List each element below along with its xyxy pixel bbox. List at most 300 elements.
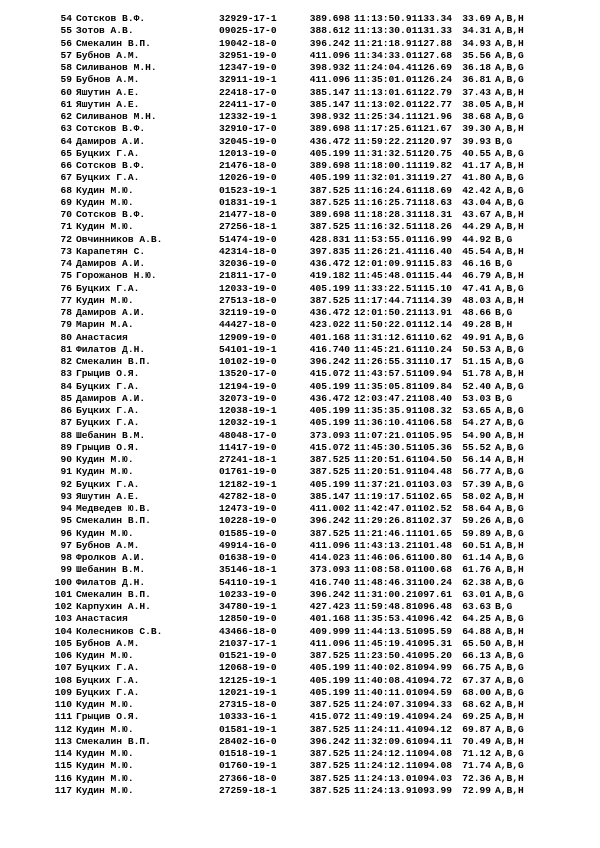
name-cell: Карапетян С. xyxy=(76,245,146,257)
rank-cell: 110 xyxy=(54,699,72,710)
speed-cell: 1118.31 xyxy=(411,209,452,220)
ring-id-cell: 09025-17-0 xyxy=(219,25,277,37)
coefficient-cell: 59.26 xyxy=(462,515,491,527)
coefficient-cell: 67.37 xyxy=(462,674,491,686)
distance-cell: 387.525 xyxy=(309,294,350,306)
distance-cell: 388.612 xyxy=(309,25,350,37)
groups-cell: B,G xyxy=(495,307,513,318)
table-row xyxy=(44,368,574,380)
speed-cell: 1127.88 xyxy=(411,37,452,49)
groups-cell: A,B,H xyxy=(495,86,524,98)
coefficient-cell: 52.40 xyxy=(462,380,491,392)
arrival-time-cell: 11:20:51.6 xyxy=(354,454,412,465)
distance-cell: 401.168 xyxy=(309,613,350,625)
name-cell: Колесников С.В. xyxy=(76,625,163,637)
rank-cell: 78 xyxy=(60,307,72,318)
distance-cell: 405.199 xyxy=(309,478,350,490)
name-cell: Шебанин В.М. xyxy=(76,564,146,576)
rank-cell: 89 xyxy=(60,441,72,453)
speed-cell: 1094.08 xyxy=(411,760,452,772)
speed-cell: 1104.50 xyxy=(411,454,452,465)
groups-cell: A,B,G xyxy=(495,674,524,686)
results-table xyxy=(44,13,574,797)
distance-cell: 416.740 xyxy=(309,576,350,588)
groups-cell: B,G xyxy=(495,233,513,245)
groups-cell: A,B,G xyxy=(495,417,524,429)
name-cell: Буцких Г.А. xyxy=(76,380,140,392)
name-cell: Кудин М.Ю. xyxy=(76,748,134,759)
arrival-time-cell: 11:24:12.1 xyxy=(354,748,412,759)
speed-cell: 1122.79 xyxy=(411,86,452,98)
name-cell: Смекалин В.П. xyxy=(76,37,151,49)
arrival-time-cell: 11:23:50.4 xyxy=(354,650,412,661)
ring-id-cell: 12125-19-1 xyxy=(219,674,277,686)
coefficient-cell: 34.31 xyxy=(462,25,491,37)
speed-cell: 1094.24 xyxy=(411,711,452,723)
coefficient-cell: 72.99 xyxy=(462,784,491,796)
name-cell: Буцких Г.А. xyxy=(76,417,140,429)
speed-cell: 1096.48 xyxy=(411,601,452,612)
arrival-time-cell: 11:21:18.9 xyxy=(354,37,412,49)
table-row xyxy=(44,442,574,454)
arrival-time-cell: 11:35:01.0 xyxy=(354,74,412,86)
ring-id-cell: 12850-19-0 xyxy=(219,613,277,625)
name-cell: Кудин М.Ю. xyxy=(76,454,134,465)
groups-cell: A,B,H xyxy=(495,490,524,502)
rank-cell: 62 xyxy=(60,111,72,122)
groups-cell: A,B,H xyxy=(495,209,524,220)
ring-id-cell: 49914-16-0 xyxy=(219,539,277,551)
name-cell: Грыцив О.Я. xyxy=(76,368,140,380)
table-row xyxy=(44,785,574,797)
groups-cell: A,B,G xyxy=(495,515,524,527)
rank-cell: 87 xyxy=(60,417,72,429)
table-row xyxy=(44,454,574,466)
ring-id-cell: 44427-18-0 xyxy=(219,319,277,331)
groups-cell: A,B,G xyxy=(495,723,524,735)
groups-cell: A,B,G xyxy=(495,147,524,159)
table-row xyxy=(44,393,574,405)
distance-cell: 396.242 xyxy=(309,588,350,600)
groups-cell: A,B,G xyxy=(495,441,524,453)
ring-id-cell: 54101-19-1 xyxy=(219,343,277,355)
distance-cell: 405.199 xyxy=(309,282,350,294)
coefficient-cell: 69.87 xyxy=(462,723,491,735)
ring-id-cell: 21811-17-0 xyxy=(219,270,277,282)
ring-id-cell: 28402-16-0 xyxy=(219,735,277,747)
speed-cell: 1103.03 xyxy=(411,478,452,490)
coefficient-cell: 41.17 xyxy=(462,160,491,171)
coefficient-cell: 38.05 xyxy=(462,98,491,110)
arrival-time-cell: 11:24:13.9 xyxy=(354,784,412,796)
rank-cell: 95 xyxy=(60,515,72,527)
name-cell: Анастасия xyxy=(76,331,128,343)
rank-cell: 104 xyxy=(54,625,72,637)
ring-id-cell: 10102-19-0 xyxy=(219,356,277,367)
arrival-time-cell: 11:13:30.0 xyxy=(354,25,412,37)
arrival-time-cell: 11:32:01.3 xyxy=(354,172,412,184)
speed-cell: 1094.03 xyxy=(411,772,452,784)
name-cell: Дамиров А.И. xyxy=(76,258,146,269)
coefficient-cell: 51.15 xyxy=(462,356,491,367)
coefficient-cell: 64.25 xyxy=(462,613,491,625)
name-cell: Сотсков В.Ф. xyxy=(76,13,146,24)
rank-cell: 69 xyxy=(60,196,72,208)
rank-cell: 99 xyxy=(60,564,72,576)
rank-cell: 76 xyxy=(60,282,72,294)
table-row xyxy=(44,38,574,50)
speed-cell: 1119.82 xyxy=(411,160,452,171)
table-row xyxy=(44,540,574,552)
table-row xyxy=(44,760,574,772)
arrival-time-cell: 11:24:11.4 xyxy=(354,723,412,735)
arrival-time-cell: 11:21:46.1 xyxy=(354,527,412,539)
name-cell: Кудин М.Ю. xyxy=(76,527,134,539)
name-cell: Дамиров А.И. xyxy=(76,307,146,318)
name-cell: Кудин М.Ю. xyxy=(76,723,134,735)
speed-cell: 1119.27 xyxy=(411,172,452,184)
table-row xyxy=(44,748,574,760)
rank-cell: 73 xyxy=(60,245,72,257)
ring-id-cell: 10233-19-0 xyxy=(219,588,277,600)
groups-cell: B,G xyxy=(495,392,513,404)
table-row xyxy=(44,613,574,625)
distance-cell: 405.199 xyxy=(309,405,350,416)
name-cell: Яшутин А.Е. xyxy=(76,490,140,502)
coefficient-cell: 48.66 xyxy=(462,307,491,318)
ring-id-cell: 42782-18-0 xyxy=(219,490,277,502)
table-row xyxy=(44,491,574,503)
speed-cell: 1120.97 xyxy=(411,135,452,147)
groups-cell: A,B,H xyxy=(495,160,524,171)
ring-id-cell: 32045-19-0 xyxy=(219,135,277,147)
coefficient-cell: 54.27 xyxy=(462,417,491,429)
rank-cell: 60 xyxy=(60,86,72,98)
name-cell: Буцких Г.А. xyxy=(76,172,140,184)
ring-id-cell: 32910-17-0 xyxy=(219,123,277,135)
speed-cell: 1102.52 xyxy=(411,503,452,514)
ring-id-cell: 01521-19-0 xyxy=(219,650,277,661)
distance-cell: 427.423 xyxy=(309,601,350,612)
groups-cell: A,B,G xyxy=(495,343,524,355)
coefficient-cell: 34.93 xyxy=(462,37,491,49)
table-row xyxy=(44,111,574,123)
ring-id-cell: 27315-18-0 xyxy=(219,699,277,710)
arrival-time-cell: 11:59:48.8 xyxy=(354,601,412,612)
groups-cell: A,B,H xyxy=(495,625,524,637)
table-row xyxy=(44,699,574,711)
distance-cell: 396.242 xyxy=(309,37,350,49)
ring-id-cell: 48048-17-0 xyxy=(219,429,277,441)
arrival-time-cell: 11:59:22.2 xyxy=(354,135,412,147)
arrival-time-cell: 11:31:00.2 xyxy=(354,588,412,600)
coefficient-cell: 33.69 xyxy=(462,13,491,24)
table-row xyxy=(44,25,574,37)
groups-cell: A,B,H xyxy=(495,772,524,784)
speed-cell: 1133.34 xyxy=(411,13,452,24)
speed-cell: 1095.59 xyxy=(411,625,452,637)
ring-id-cell: 27366-18-0 xyxy=(219,772,277,784)
groups-cell: A,B,G xyxy=(495,331,524,343)
groups-cell: B,G xyxy=(495,135,513,147)
speed-cell: 1093.99 xyxy=(411,784,452,796)
speed-cell: 1095.31 xyxy=(411,637,452,649)
rank-cell: 59 xyxy=(60,74,72,86)
table-row xyxy=(44,577,574,589)
coefficient-cell: 59.89 xyxy=(462,527,491,539)
ring-id-cell: 22411-17-0 xyxy=(219,98,277,110)
arrival-time-cell: 11:46:06.6 xyxy=(354,552,412,563)
distance-cell: 387.525 xyxy=(309,723,350,735)
speed-cell: 1110.17 xyxy=(411,356,452,367)
table-row xyxy=(44,626,574,638)
ring-id-cell: 12032-19-1 xyxy=(219,417,277,429)
groups-cell: A,B,H xyxy=(495,637,524,649)
arrival-time-cell: 11:36:10.4 xyxy=(354,417,412,429)
table-row xyxy=(44,515,574,527)
rank-cell: 116 xyxy=(54,772,72,784)
speed-cell: 1121.67 xyxy=(411,123,452,135)
ring-id-cell: 32119-19-0 xyxy=(219,307,277,318)
coefficient-cell: 45.54 xyxy=(462,245,491,257)
table-row xyxy=(44,552,574,564)
ring-id-cell: 01523-19-1 xyxy=(219,184,277,196)
rank-cell: 111 xyxy=(54,711,72,723)
table-row xyxy=(44,662,574,674)
coefficient-cell: 71.74 xyxy=(462,760,491,772)
distance-cell: 387.525 xyxy=(309,699,350,710)
arrival-time-cell: 11:16:32.5 xyxy=(354,221,412,233)
coefficient-cell: 39.30 xyxy=(462,123,491,135)
table-row xyxy=(44,724,574,736)
ring-id-cell: 01585-19-0 xyxy=(219,527,277,539)
arrival-time-cell: 11:45:19.4 xyxy=(354,637,412,649)
distance-cell: 405.199 xyxy=(309,686,350,698)
ring-id-cell: 01760-19-1 xyxy=(219,760,277,772)
rank-cell: 88 xyxy=(60,429,72,441)
table-row xyxy=(44,246,574,258)
arrival-time-cell: 11:26:55.3 xyxy=(354,356,412,367)
rank-cell: 112 xyxy=(54,723,72,735)
speed-cell: 1118.63 xyxy=(411,196,452,208)
ring-id-cell: 22418-17-0 xyxy=(219,86,277,98)
table-row xyxy=(44,13,574,25)
table-row xyxy=(44,197,574,209)
table-row xyxy=(44,381,574,393)
arrival-time-cell: 11:08:58.0 xyxy=(354,564,412,576)
rank-cell: 74 xyxy=(60,258,72,269)
groups-cell: A,B,H xyxy=(495,37,524,49)
rank-cell: 72 xyxy=(60,233,72,245)
rank-cell: 80 xyxy=(60,331,72,343)
rank-cell: 67 xyxy=(60,172,72,184)
ring-id-cell: 27256-18-1 xyxy=(219,221,277,233)
groups-cell: A,B,H xyxy=(495,454,524,465)
distance-cell: 414.023 xyxy=(309,552,350,563)
name-cell: Овчинников А.В. xyxy=(76,233,163,245)
name-cell: Смекалин В.П. xyxy=(76,515,151,527)
ring-id-cell: 12194-19-0 xyxy=(219,380,277,392)
speed-cell: 1094.33 xyxy=(411,699,452,710)
table-row xyxy=(44,62,574,74)
distance-cell: 436.472 xyxy=(309,135,350,147)
coefficient-cell: 56.77 xyxy=(462,466,491,478)
distance-cell: 387.525 xyxy=(309,748,350,759)
speed-cell: 1101.65 xyxy=(411,527,452,539)
groups-cell: A,B,G xyxy=(495,184,524,196)
table-row xyxy=(44,209,574,221)
distance-cell: 405.199 xyxy=(309,172,350,184)
ring-id-cell: 12038-19-1 xyxy=(219,405,277,416)
speed-cell: 1094.99 xyxy=(411,662,452,674)
rank-cell: 100 xyxy=(54,576,72,588)
arrival-time-cell: 11:13:01.6 xyxy=(354,86,412,98)
coefficient-cell: 51.78 xyxy=(462,368,491,380)
name-cell: Кудин М.Ю. xyxy=(76,184,134,196)
name-cell: Буцких Г.А. xyxy=(76,282,140,294)
distance-cell: 411.096 xyxy=(309,539,350,551)
rank-cell: 103 xyxy=(54,613,72,625)
coefficient-cell: 68.00 xyxy=(462,686,491,698)
ring-id-cell: 01638-19-0 xyxy=(219,552,277,563)
ring-id-cell: 12021-19-1 xyxy=(219,686,277,698)
arrival-time-cell: 11:42:47.0 xyxy=(354,503,412,514)
name-cell: Марин М.А. xyxy=(76,319,134,331)
arrival-time-cell: 11:45:21.6 xyxy=(354,343,412,355)
groups-cell: A,B,G xyxy=(495,172,524,184)
table-row xyxy=(44,503,574,515)
name-cell: Дамиров А.И. xyxy=(76,392,146,404)
ring-id-cell: 21476-18-0 xyxy=(219,160,277,171)
rank-cell: 85 xyxy=(60,392,72,404)
rank-cell: 90 xyxy=(60,454,72,465)
groups-cell: A,B,G xyxy=(495,62,524,73)
arrival-time-cell: 11:17:44.7 xyxy=(354,294,412,306)
rank-cell: 107 xyxy=(54,662,72,674)
groups-cell: A,B,H xyxy=(495,25,524,37)
groups-cell: A,B,G xyxy=(495,49,524,61)
table-row xyxy=(44,650,574,662)
arrival-time-cell: 11:18:00.1 xyxy=(354,160,412,171)
speed-cell: 1127.68 xyxy=(411,49,452,61)
name-cell: Смекалин В.П. xyxy=(76,735,151,747)
coefficient-cell: 46.16 xyxy=(462,258,491,269)
ring-id-cell: 32929-17-1 xyxy=(219,13,277,24)
speed-cell: 1094.12 xyxy=(411,723,452,735)
groups-cell: A,B,H xyxy=(495,699,524,710)
ring-id-cell: 21477-18-0 xyxy=(219,209,277,220)
rank-cell: 71 xyxy=(60,221,72,233)
speed-cell: 1131.33 xyxy=(411,25,452,37)
table-row xyxy=(44,99,574,111)
arrival-time-cell: 11:24:07.3 xyxy=(354,699,412,710)
speed-cell: 1100.68 xyxy=(411,564,452,576)
rank-cell: 84 xyxy=(60,380,72,392)
table-row xyxy=(44,307,574,319)
distance-cell: 397.835 xyxy=(309,245,350,257)
speed-cell: 1102.37 xyxy=(411,515,452,527)
distance-cell: 387.525 xyxy=(309,466,350,478)
coefficient-cell: 58.02 xyxy=(462,490,491,502)
ring-id-cell: 35146-18-1 xyxy=(219,564,277,576)
arrival-time-cell: 11:43:13.2 xyxy=(354,539,412,551)
arrival-time-cell: 11:17:25.6 xyxy=(354,123,412,135)
rank-cell: 82 xyxy=(60,356,72,367)
rank-cell: 113 xyxy=(54,735,72,747)
rank-cell: 61 xyxy=(60,98,72,110)
distance-cell: 415.072 xyxy=(309,441,350,453)
name-cell: Яшутин А.Е. xyxy=(76,98,140,110)
distance-cell: 416.740 xyxy=(309,343,350,355)
table-row xyxy=(44,564,574,576)
speed-cell: 1115.44 xyxy=(411,270,452,282)
groups-cell: A,B,H xyxy=(495,123,524,135)
arrival-time-cell: 11:32:09.6 xyxy=(354,735,412,747)
name-cell: Буцких Г.А. xyxy=(76,147,140,159)
coefficient-cell: 36.18 xyxy=(462,62,491,73)
ring-id-cell: 27241-18-1 xyxy=(219,454,277,465)
table-row xyxy=(44,148,574,160)
name-cell: Кудин М.Ю. xyxy=(76,699,134,710)
speed-cell: 1105.36 xyxy=(411,441,452,453)
rank-cell: 57 xyxy=(60,49,72,61)
name-cell: Фролков А.И. xyxy=(76,552,146,563)
speed-cell: 1126.24 xyxy=(411,74,452,86)
ring-id-cell: 51474-19-0 xyxy=(219,233,277,245)
arrival-time-cell: 12:01:09.9 xyxy=(354,258,412,269)
groups-cell: B,H xyxy=(495,319,513,331)
name-cell: Силиванов М.Н. xyxy=(76,111,157,122)
distance-cell: 398.932 xyxy=(309,62,350,73)
rank-cell: 92 xyxy=(60,478,72,490)
groups-cell: A,B,H xyxy=(495,221,524,233)
speed-cell: 1116.99 xyxy=(411,233,452,245)
distance-cell: 411.002 xyxy=(309,503,350,514)
name-cell: Буцких Г.А. xyxy=(76,478,140,490)
table-row xyxy=(44,123,574,135)
name-cell: Анастасия xyxy=(76,613,128,625)
arrival-time-cell: 11:24:13.0 xyxy=(354,772,412,784)
groups-cell: A,B,H xyxy=(495,270,524,282)
rank-cell: 56 xyxy=(60,37,72,49)
rank-cell: 64 xyxy=(60,135,72,147)
coefficient-cell: 66.13 xyxy=(462,650,491,661)
speed-cell: 1096.42 xyxy=(411,613,452,625)
table-row xyxy=(44,295,574,307)
speed-cell: 1110.62 xyxy=(411,331,452,343)
arrival-time-cell: 11:35:05.8 xyxy=(354,380,412,392)
coefficient-cell: 64.88 xyxy=(462,625,491,637)
speed-cell: 1115.10 xyxy=(411,282,452,294)
name-cell: Филатов Д.Н. xyxy=(76,576,146,588)
name-cell: Кудин М.Ю. xyxy=(76,221,134,233)
coefficient-cell: 46.79 xyxy=(462,270,491,282)
distance-cell: 436.472 xyxy=(309,258,350,269)
name-cell: Буцких Г.А. xyxy=(76,662,140,674)
distance-cell: 387.525 xyxy=(309,772,350,784)
name-cell: Сотсков В.Ф. xyxy=(76,160,146,171)
table-row xyxy=(44,160,574,172)
ring-id-cell: 34780-19-1 xyxy=(219,601,277,612)
rank-cell: 79 xyxy=(60,319,72,331)
coefficient-cell: 57.39 xyxy=(462,478,491,490)
coefficient-cell: 68.62 xyxy=(462,699,491,710)
speed-cell: 1104.48 xyxy=(411,466,452,478)
name-cell: Кудин М.Ю. xyxy=(76,650,134,661)
name-cell: Зотов А.В. xyxy=(76,25,134,37)
table-row xyxy=(44,136,574,148)
speed-cell: 1122.77 xyxy=(411,98,452,110)
